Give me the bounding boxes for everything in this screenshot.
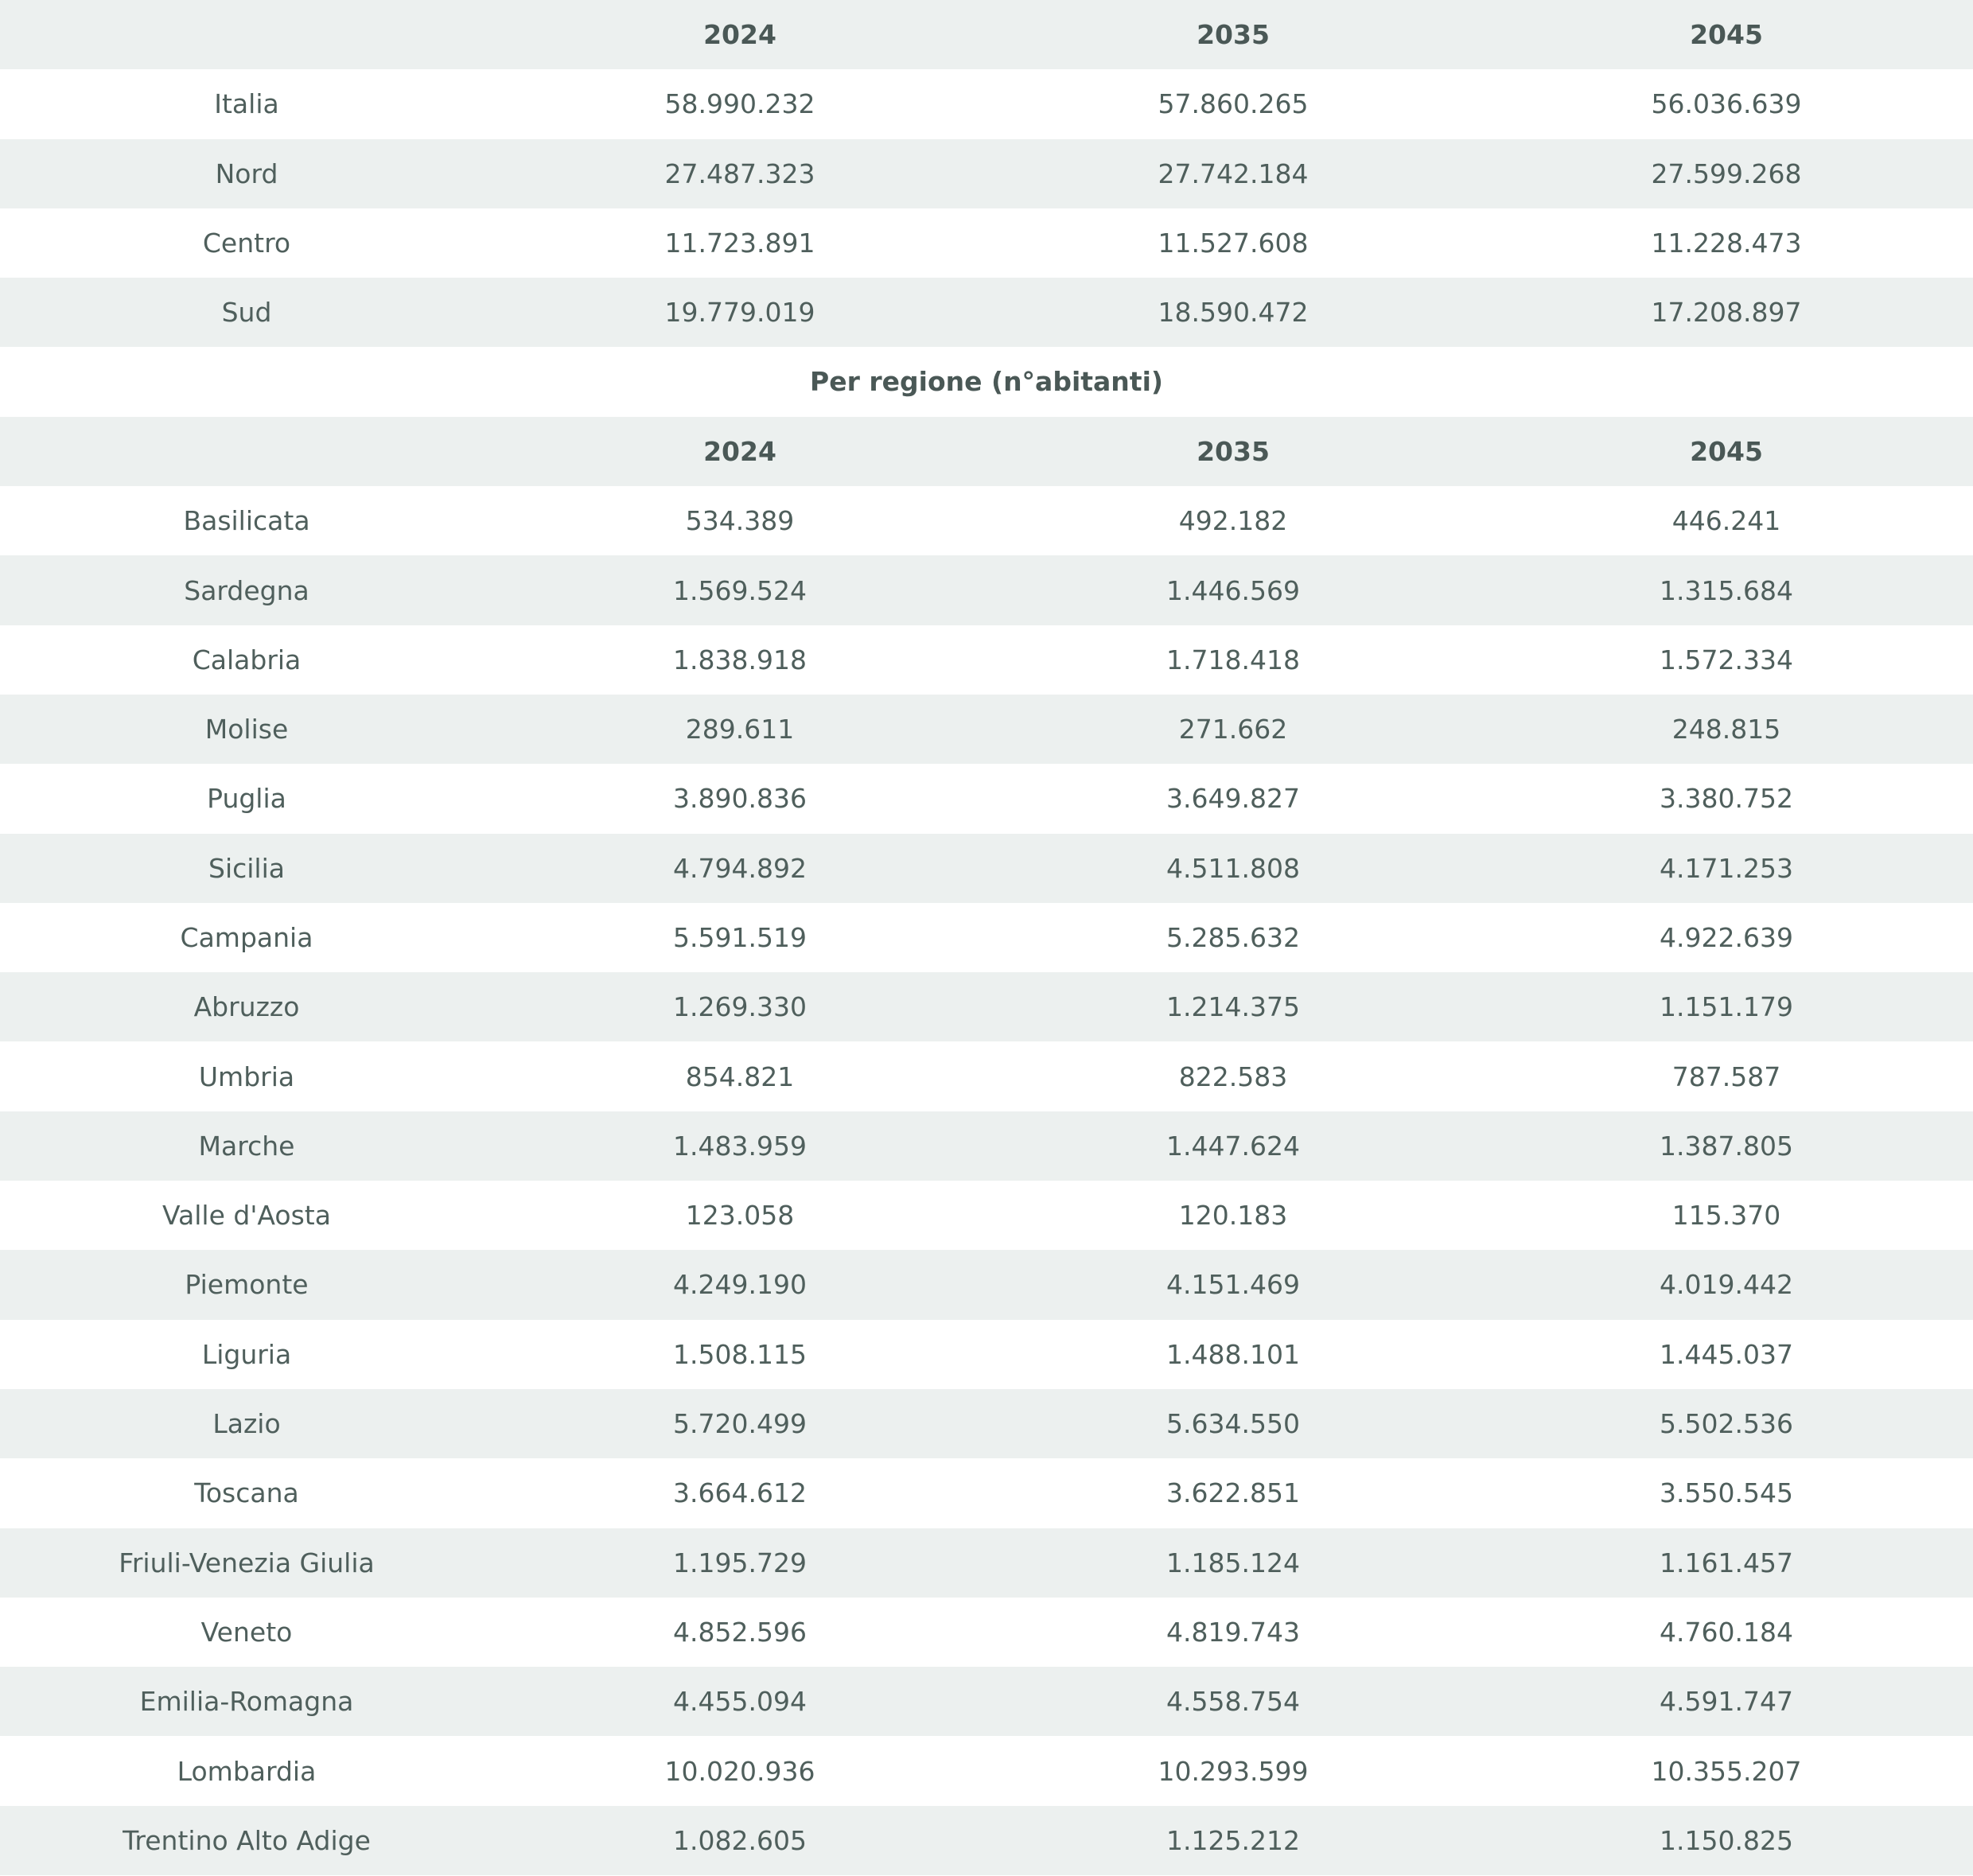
table-row <box>0 695 1973 764</box>
table-row <box>0 555 1973 625</box>
value-2045: 4.922.639 <box>1660 922 1793 953</box>
value-2045: 10.355.207 <box>1651 1755 1802 1787</box>
row-label: Emilia-Romagna <box>139 1686 354 1718</box>
table-row <box>0 764 1973 833</box>
value-2024: 4.794.892 <box>673 852 807 884</box>
value-2045: 5.502.536 <box>1660 1408 1793 1440</box>
table-row <box>0 834 1973 903</box>
row-label: Campania <box>180 922 313 953</box>
row-label: Puglia <box>207 783 286 815</box>
summary-header-2035: 2035 <box>1197 19 1270 51</box>
row-label: Basilicata <box>183 505 310 537</box>
value-2035: 27.742.184 <box>1158 158 1309 189</box>
table-row <box>0 1598 1973 1667</box>
section-title: Per regione (n°abitanti) <box>0 347 1973 416</box>
value-2035: 1.447.624 <box>1166 1130 1300 1162</box>
value-2045: 1.150.825 <box>1660 1824 1793 1856</box>
value-2045: 1.387.805 <box>1660 1130 1793 1162</box>
value-2045: 1.315.684 <box>1660 574 1793 606</box>
table-row <box>0 278 1973 347</box>
value-2024: 123.058 <box>685 1200 795 1232</box>
table-row <box>0 903 1973 972</box>
table-row <box>0 1528 1973 1598</box>
row-label: Sicilia <box>208 852 285 884</box>
value-2024: 5.720.499 <box>673 1408 807 1440</box>
value-2035: 1.214.375 <box>1166 991 1300 1023</box>
table-row <box>0 1041 1973 1111</box>
value-2045: 4.591.747 <box>1660 1686 1793 1718</box>
value-2035: 120.183 <box>1178 1200 1288 1232</box>
table-row <box>0 69 1973 138</box>
value-2035: 1.185.124 <box>1166 1547 1300 1578</box>
value-2024: 4.455.094 <box>673 1686 807 1718</box>
value-2045: 1.161.457 <box>1660 1547 1793 1578</box>
value-2024: 58.990.232 <box>664 88 815 120</box>
row-label: Lombardia <box>177 1755 317 1787</box>
value-2045: 3.380.752 <box>1660 783 1793 815</box>
row-label: Marche <box>198 1130 295 1162</box>
table-row <box>0 1736 1973 1805</box>
table-row <box>0 486 1973 555</box>
value-2024: 534.389 <box>685 505 795 537</box>
value-2035: 271.662 <box>1178 714 1288 745</box>
value-2024: 4.249.190 <box>673 1269 807 1301</box>
value-2024: 5.591.519 <box>673 922 807 953</box>
row-label: Italia <box>214 88 279 120</box>
value-2035: 1.125.212 <box>1166 1824 1300 1856</box>
summary-header-2024: 2024 <box>703 19 776 51</box>
row-label: Umbria <box>198 1061 295 1092</box>
row-label: Valle d'Aosta <box>162 1200 331 1232</box>
value-2035: 492.182 <box>1178 505 1288 537</box>
table-row <box>0 1250 1973 1319</box>
row-label: Sardegna <box>184 574 309 606</box>
table-row <box>0 972 1973 1041</box>
table-row <box>0 1667 1973 1736</box>
value-2045: 3.550.545 <box>1660 1477 1793 1509</box>
table-row <box>0 625 1973 695</box>
row-label: Sud <box>221 297 272 329</box>
value-2035: 4.558.754 <box>1166 1686 1300 1718</box>
value-2024: 854.821 <box>685 1061 795 1092</box>
value-2045: 11.228.473 <box>1651 228 1802 259</box>
value-2035: 822.583 <box>1178 1061 1288 1092</box>
table-row <box>0 1458 1973 1528</box>
value-2045: 248.815 <box>1671 714 1781 745</box>
value-2035: 57.860.265 <box>1158 88 1309 120</box>
value-2035: 4.151.469 <box>1166 1269 1300 1301</box>
value-2045: 787.587 <box>1671 1061 1781 1092</box>
table-row <box>0 1111 1973 1181</box>
row-label: Lazio <box>212 1408 281 1440</box>
table-row <box>0 1181 1973 1250</box>
value-2035: 1.488.101 <box>1166 1338 1300 1370</box>
value-2024: 1.483.959 <box>673 1130 807 1162</box>
value-2045: 27.599.268 <box>1651 158 1802 189</box>
value-2045: 4.760.184 <box>1660 1616 1793 1648</box>
row-label: Abruzzo <box>193 991 300 1023</box>
table-row <box>0 1389 1973 1458</box>
value-2024: 1.269.330 <box>673 991 807 1023</box>
value-2035: 5.634.550 <box>1166 1408 1300 1440</box>
value-2045: 4.171.253 <box>1660 852 1793 884</box>
regions-header-2045: 2045 <box>1690 435 1763 467</box>
value-2035: 3.622.851 <box>1166 1477 1300 1509</box>
value-2035: 5.285.632 <box>1166 922 1300 953</box>
table-row <box>0 1320 1973 1389</box>
value-2045: 56.036.639 <box>1651 88 1802 120</box>
value-2035: 18.590.472 <box>1158 297 1309 329</box>
table-row <box>0 1806 1973 1875</box>
value-2045: 17.208.897 <box>1651 297 1802 329</box>
value-2045: 1.445.037 <box>1660 1338 1793 1370</box>
value-2024: 4.852.596 <box>673 1616 807 1648</box>
value-2045: 4.019.442 <box>1660 1269 1793 1301</box>
value-2035: 1.718.418 <box>1166 644 1300 675</box>
summary-header-row <box>0 0 1973 69</box>
row-label: Nord <box>215 158 278 189</box>
row-label: Trentino Alto Adige <box>123 1824 371 1856</box>
row-label: Molise <box>204 714 289 745</box>
value-2035: 11.527.608 <box>1158 228 1309 259</box>
value-2024: 27.487.323 <box>664 158 815 189</box>
value-2045: 446.241 <box>1671 505 1781 537</box>
row-label: Calabria <box>192 644 302 675</box>
value-2045: 1.151.179 <box>1660 991 1793 1023</box>
row-label: Veneto <box>200 1616 293 1648</box>
row-label: Liguria <box>201 1338 292 1370</box>
value-2024: 1.195.729 <box>673 1547 807 1578</box>
value-2035: 1.446.569 <box>1166 574 1300 606</box>
value-2024: 1.569.524 <box>673 574 807 606</box>
table-row <box>0 208 1973 278</box>
regions-header-2035: 2035 <box>1197 435 1270 467</box>
regions-header-2024: 2024 <box>703 435 776 467</box>
table-row <box>0 139 1973 208</box>
value-2035: 4.511.808 <box>1166 852 1300 884</box>
row-label: Piemonte <box>185 1269 309 1301</box>
value-2024: 1.508.115 <box>673 1338 807 1370</box>
value-2045: 115.370 <box>1671 1200 1781 1232</box>
value-2024: 10.020.936 <box>664 1755 815 1787</box>
value-2024: 1.082.605 <box>673 1824 807 1856</box>
regions-header-row <box>0 417 1973 486</box>
value-2045: 1.572.334 <box>1660 644 1793 675</box>
summary-header-2045: 2045 <box>1690 19 1763 51</box>
value-2024: 1.838.918 <box>673 644 807 675</box>
value-2035: 3.649.827 <box>1166 783 1300 815</box>
row-label: Centro <box>202 228 291 259</box>
row-label: Toscana <box>194 1477 299 1509</box>
row-label: Friuli-Venezia Giulia <box>119 1547 375 1578</box>
value-2035: 4.819.743 <box>1166 1616 1300 1648</box>
value-2024: 3.890.836 <box>673 783 807 815</box>
value-2024: 289.611 <box>685 714 795 745</box>
value-2024: 11.723.891 <box>664 228 815 259</box>
value-2035: 10.293.599 <box>1158 1755 1309 1787</box>
value-2024: 3.664.612 <box>673 1477 807 1509</box>
value-2024: 19.779.019 <box>664 297 815 329</box>
